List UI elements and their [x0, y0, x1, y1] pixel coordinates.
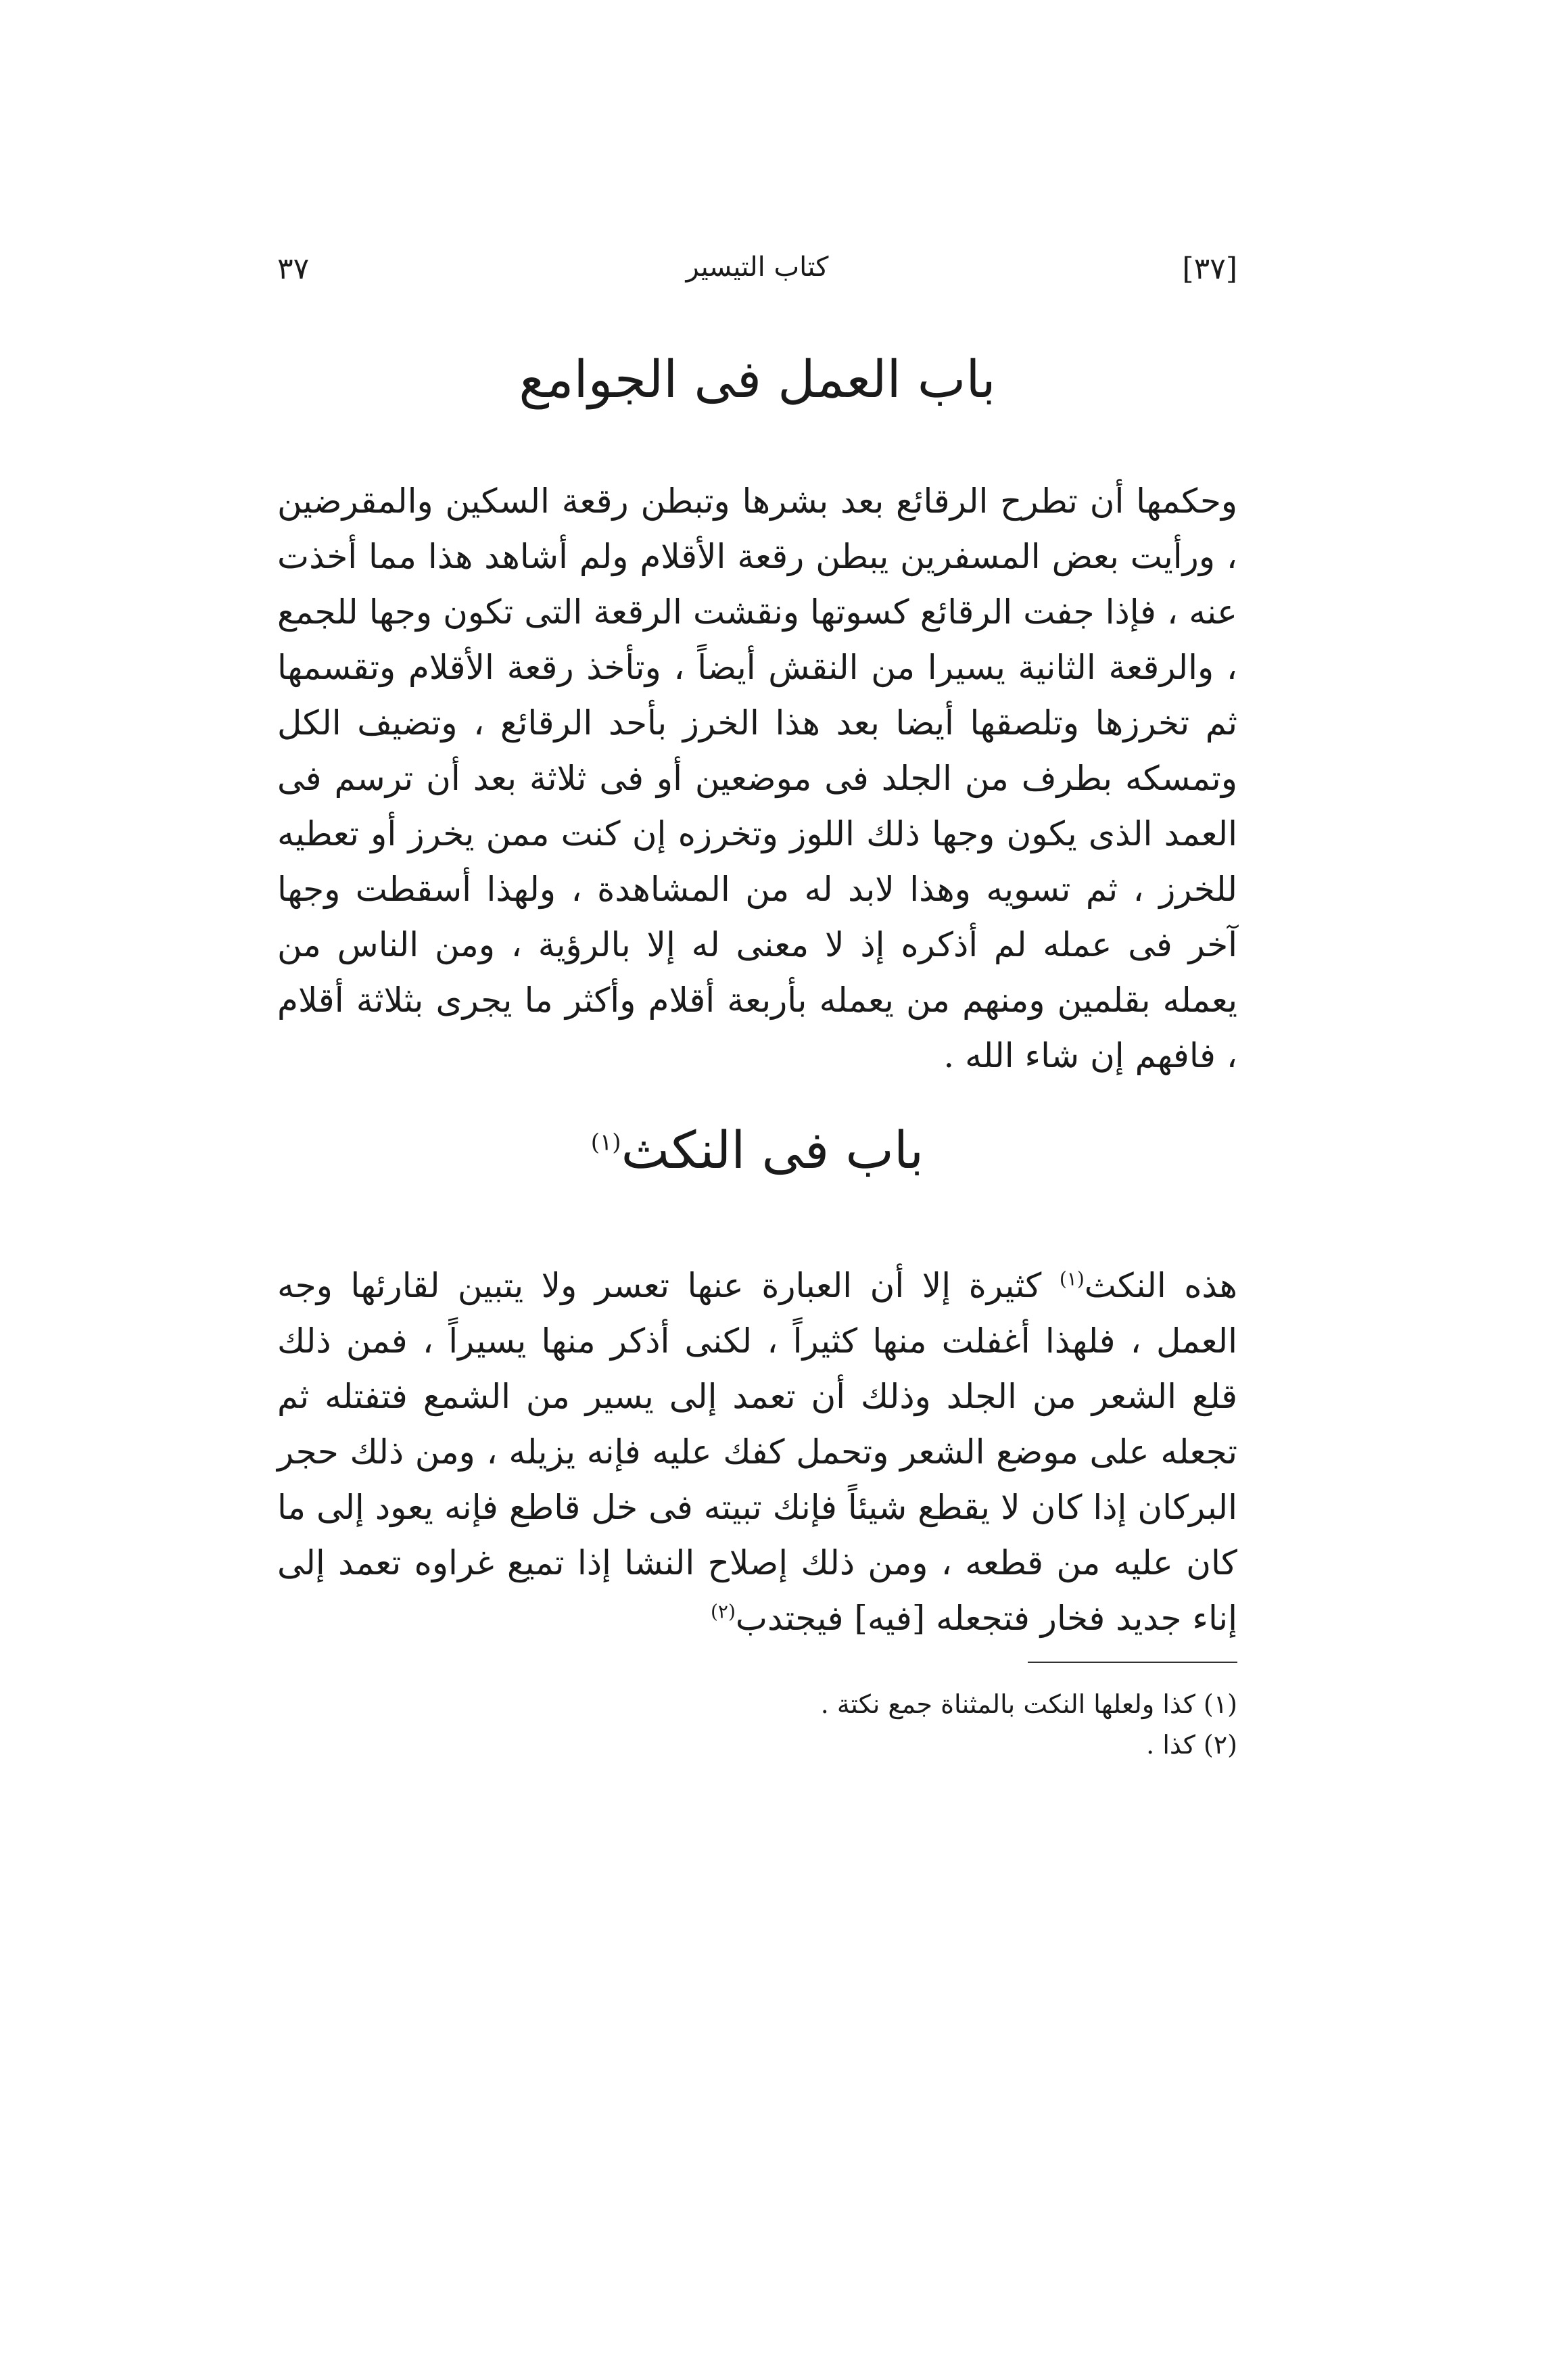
footnote-marker: (١)	[1203, 1689, 1237, 1719]
footnote-ref: (٢)	[710, 1600, 736, 1623]
paragraph-text: هذه النكث	[1084, 1266, 1237, 1305]
section-heading-nukat	[277, 1119, 1237, 1181]
bracketed-page-number: [٣٧]	[1182, 252, 1237, 286]
footnote-text: كذا ولعلها النكت بالمثناة جمع نكتة .	[820, 1689, 1195, 1719]
page-number: ٣٧	[277, 252, 310, 286]
footnote-separator	[1028, 1662, 1237, 1663]
footnote-ref: (١)	[590, 1129, 621, 1156]
section-paragraph-jawami: وحكمها أن تطرح الرقائع بعد بشرها وتبطن رقعة السكين والمقرضين ، ورأيت بعض المسفرين يبطن رقعة الأقلام ولم أشاهد هذا مما أخذت عنه ، فإذا جفت الرقائع كسوتها ونقشت الرقعة التى تكون وجها للجمع ، والرقعة الثانية يسيرا من النقش أيضاً ، وتأخذ رقعة الأقلام وتقسمها ثم تخرزها وتلصقها أيضا بعد هذا الخرز بأحد الرقائع ، وتضيف الكل وتمسكه بطرف من الجلد فى موضعين أو فى ثلاثة بعد أن ترسم فى العمد الذى يكون وجها ذلك اللوز وتخرزه إن كنت ممن يخرز أو تعطيه للخرز ، ثم تسويه وهذا لابد له من المشاهدة ، ولهذا أسقطت وجها آخر فى عمله لم أذكره إذ لا معنى له إلا بالرؤية ، ومن الناس من يعمله بقلمين ومنهم من يعمله بأربعة أقلام وأكثر ما يجرى بثلاثة أقلام ، فافهم إن شاء الله .	[277, 481, 1238, 1075]
running-title: كتاب التيسير	[686, 252, 829, 283]
footnote-marker: (٢)	[1203, 1730, 1237, 1760]
section-heading-text: باب فى النكث	[621, 1120, 924, 1180]
paragraph-text: كثيرة إلا أن العبارة عنها تعسر ولا يتبين لقارئها وجه العمل ، فلهذا أغفلت منها كثيراً ، لكنى أذكر منها يسيراً ، فمن ذلك قلع الشعر من الجلد وذلك أن تعمد إلى يسير من الشمع فتفتله ثم تجعله على موضع الشعر وتحمل كفك عليه فإنه يزيله ، ومن ذلك حجر البركان إذا كان لا يقطع شيئاً فإنك تبيته فى خل قاطع فإنه يعود إلى ما كان عليه من قطعه ، ومن ذلك إصلاح النشا إذا تميع غراوه تعمد إلى إناء جديد فخار فتجعله [فيه] فيجتدب	[277, 1266, 1237, 1638]
footnote-2	[277, 1724, 1237, 1765]
footnote-ref: (١)	[1059, 1267, 1085, 1290]
section-heading-text: باب العمل فى الجوامع	[519, 349, 996, 409]
footnote-text: كذا .	[1146, 1730, 1195, 1760]
footnote-1	[277, 1684, 1237, 1724]
footnotes	[277, 1684, 1237, 1765]
page-header	[277, 252, 1237, 299]
section-heading-jawami	[277, 348, 1237, 410]
section-paragraph-nukat	[277, 1258, 1237, 1646]
